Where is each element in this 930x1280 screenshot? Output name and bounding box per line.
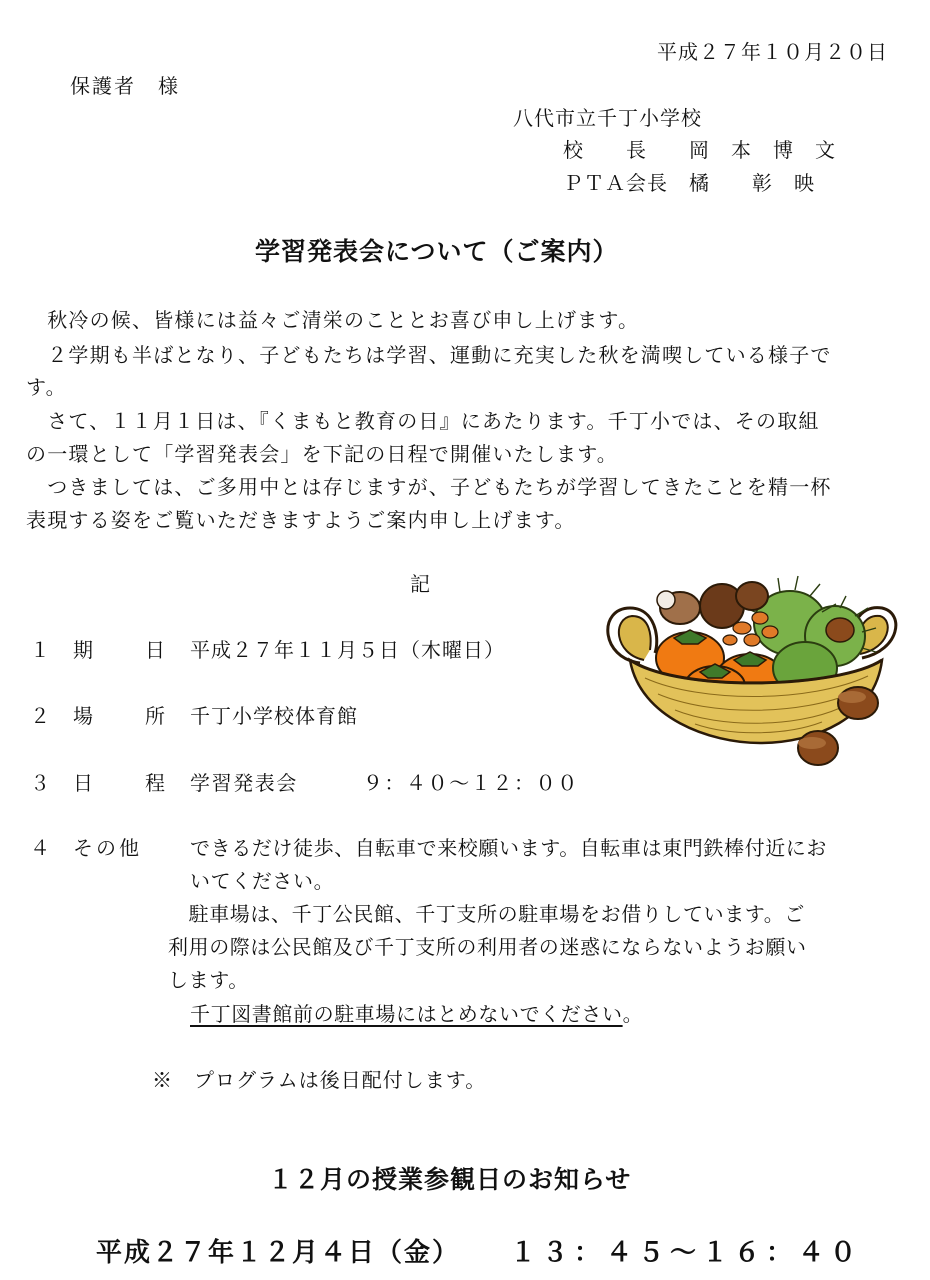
other-note-line: します。 (168, 968, 249, 992)
item-number: １ (30, 638, 50, 662)
pta-president-name: ＰＴＡ会長 橘 彰 映 (563, 171, 815, 195)
item-label-place: 場 所 (73, 704, 181, 728)
parking-warning (190, 998, 643, 1027)
other-note-line: できるだけ徒歩、自転車で来校願います。自転車は東門鉄棒付近にお (190, 836, 827, 860)
body-line: 表現する姿をご覧いただきますようご案内申し上げます。 (26, 508, 576, 532)
visit-date: 平成２７年１２月４日（金） (96, 1238, 461, 1268)
page-title: 学習発表会について（ご案内） (255, 237, 619, 266)
principal-name: 校 長 岡 本 博 文 (563, 138, 836, 162)
event-place: 千丁小学校体育館 (190, 704, 358, 728)
school-name: 八代市立千丁小学校 (513, 106, 702, 130)
addressee: 保護者 様 (70, 74, 180, 98)
item-number: ２ (30, 704, 50, 728)
item-label-date: 期 日 (73, 638, 181, 662)
body-line: ２学期も半ばとなり、子どもたちは学習、運動に充実した秋を満喫している様子で (26, 343, 832, 367)
body-line: つきましては、ご多用中とは存じますが、子どもたちが学習してきたことを精一杯 (26, 475, 832, 499)
parking-warning-text: 千丁図書館前の駐車場にはとめないでください (190, 1002, 623, 1026)
item-label-other: その他 (73, 836, 142, 860)
body-line: す。 (26, 375, 67, 399)
issue-date: 平成２７年１０月２０日 (657, 40, 888, 64)
visit-title: １２月の授業参観日のお知らせ (268, 1165, 632, 1194)
other-note-line: いてください。 (190, 869, 335, 893)
event-date: 平成２７年１１月５日（木曜日） (190, 638, 505, 662)
item-number: ３ (30, 771, 50, 795)
item-number: ４ (30, 836, 50, 860)
body-line: の一環として「学習発表会」を下記の日程で開催いたします。 (26, 442, 618, 466)
other-note-line: 駐車場は、千丁公民館、千丁支所の駐車場をお借りしています。ご (168, 902, 805, 926)
item-label-schedule: 日 程 (73, 771, 181, 795)
event-schedule: 学習発表会 ９：４０～１２：００ (190, 771, 579, 795)
other-note-line: 利用の際は公民館及び千丁支所の利用者の迷惑にならないようお願い (168, 935, 807, 959)
autumn-harvest-basket-illustration (600, 568, 910, 778)
body-line: さて、１１月１日は、『くまもと教育の日』にあたります。千丁小では、その取組 (26, 409, 820, 433)
ki-heading: 記 (410, 572, 430, 596)
program-note: ※ プログラムは後日配付します。 (152, 1068, 487, 1092)
visit-time: １３：４５～１６：４０ (510, 1238, 863, 1268)
parking-warning-period: 。 (622, 1002, 644, 1026)
body-line: 秋冷の候、皆様には益々ご清栄のこととお喜び申し上げます。 (26, 308, 640, 332)
